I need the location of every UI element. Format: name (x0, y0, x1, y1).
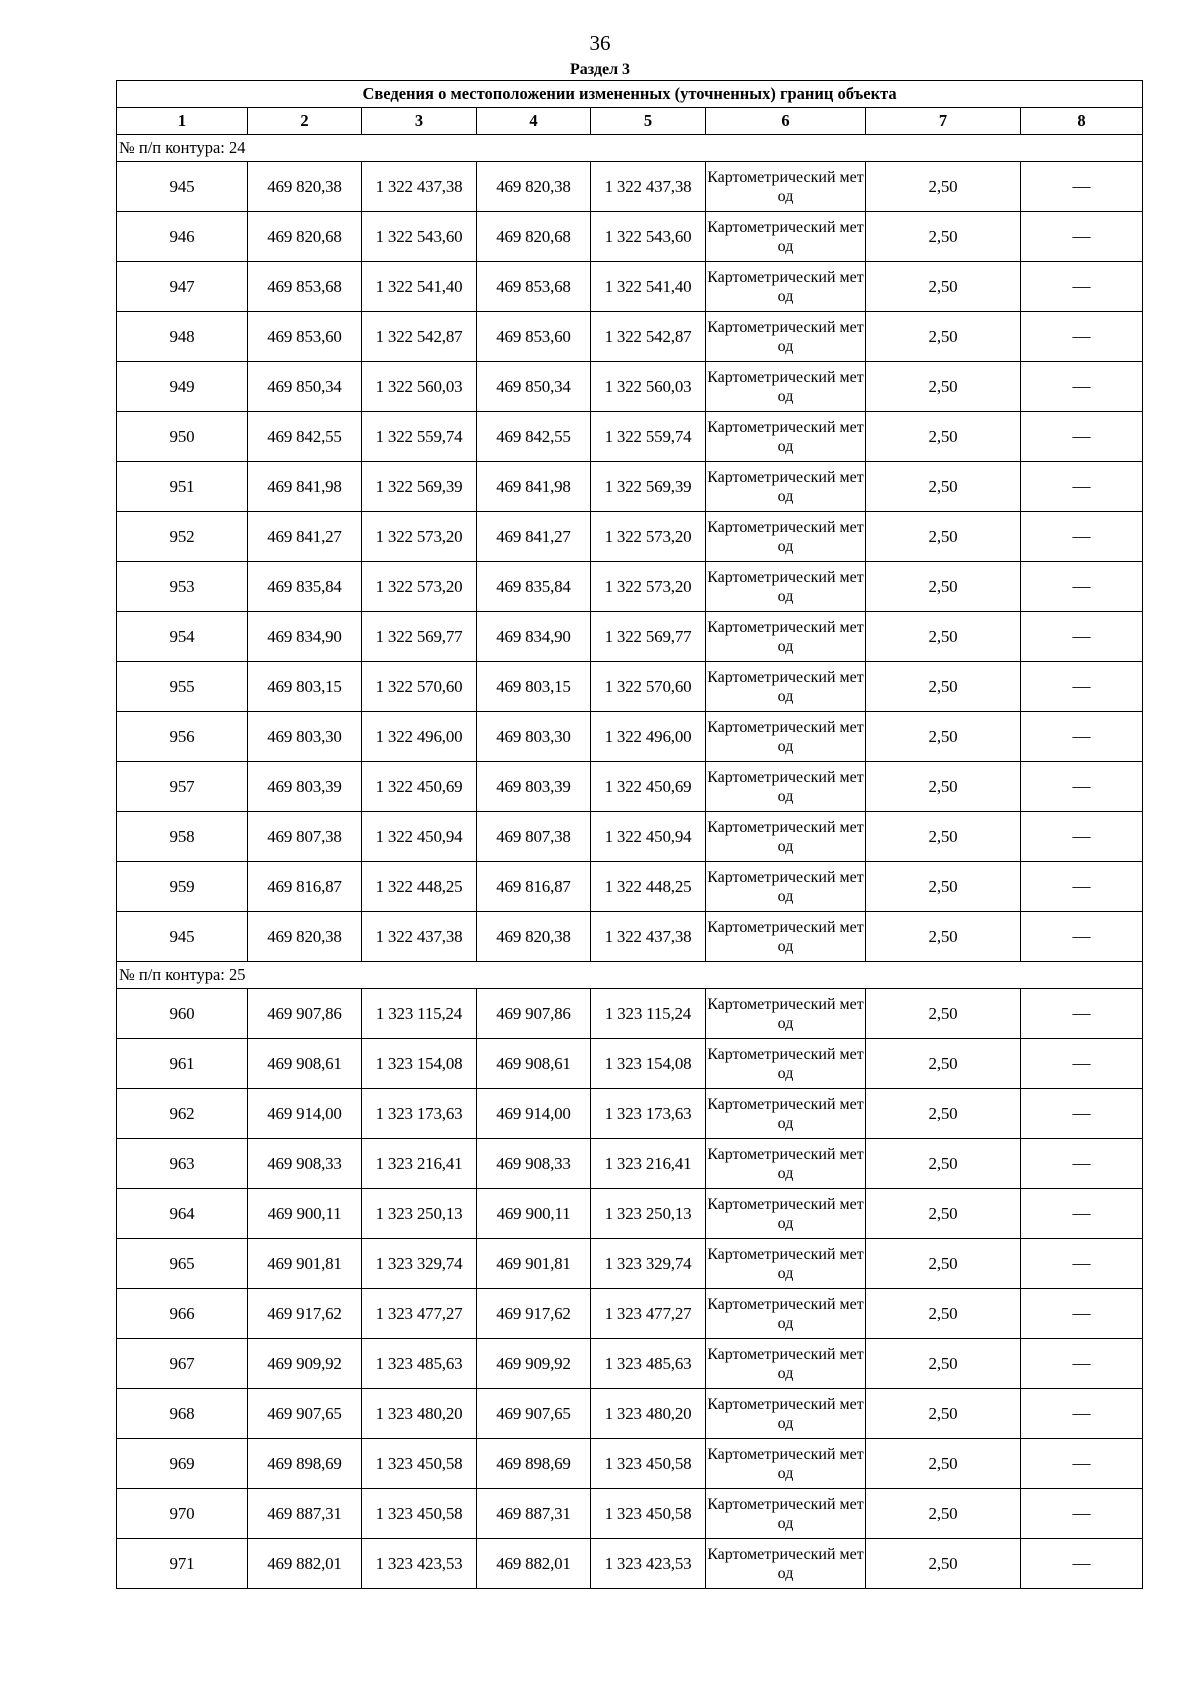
x-coordinate: 469 908,61 (248, 1039, 362, 1089)
description-cell: — (1021, 1439, 1143, 1489)
y-coordinate: 1 323 173,63 (362, 1089, 477, 1139)
point-number: 970 (117, 1489, 248, 1539)
x-coordinate-new: 469 853,60 (477, 312, 591, 362)
x-coordinate: 469 853,68 (248, 262, 362, 312)
y-coordinate-new: 1 323 329,74 (591, 1239, 706, 1289)
y-coordinate: 1 322 573,20 (362, 562, 477, 612)
x-coordinate-new: 469 820,38 (477, 912, 591, 962)
x-coordinate-new: 469 820,38 (477, 162, 591, 212)
description-cell: — (1021, 1139, 1143, 1189)
y-coordinate-new: 1 323 485,63 (591, 1339, 706, 1389)
x-coordinate-new: 469 907,65 (477, 1389, 591, 1439)
column-number: 8 (1021, 108, 1143, 135)
column-number: 6 (706, 108, 866, 135)
x-coordinate: 469 907,65 (248, 1389, 362, 1439)
method-cell: Картометрический метод (706, 162, 866, 212)
point-number: 955 (117, 662, 248, 712)
y-coordinate-new: 1 323 250,13 (591, 1189, 706, 1239)
description-cell: — (1021, 1039, 1143, 1089)
point-number: 971 (117, 1539, 248, 1589)
method-cell: Картометрический метод (706, 912, 866, 962)
x-coordinate: 469 842,55 (248, 412, 362, 462)
method-cell: Картометрический метод (706, 712, 866, 762)
description-cell: — (1021, 212, 1143, 262)
contour-row (117, 135, 1143, 162)
description-cell: — (1021, 562, 1143, 612)
y-coordinate-new: 1 322 437,38 (591, 912, 706, 962)
table-row (117, 1439, 1143, 1489)
y-coordinate-new: 1 323 216,41 (591, 1139, 706, 1189)
method-cell: Картометрический метод (706, 662, 866, 712)
method-cell: Картометрический метод (706, 1239, 866, 1289)
accuracy-cell: 2,50 (866, 312, 1021, 362)
contour-row (117, 962, 1143, 989)
x-coordinate: 469 898,69 (248, 1439, 362, 1489)
point-number: 964 (117, 1189, 248, 1239)
y-coordinate: 1 322 560,03 (362, 362, 477, 412)
accuracy-cell: 2,50 (866, 512, 1021, 562)
x-coordinate-new: 469 850,34 (477, 362, 591, 412)
table-row (117, 812, 1143, 862)
table-row (117, 989, 1143, 1039)
table-caption: Сведения о местоположении измененных (уточненных) границ объекта (117, 81, 1143, 108)
description-cell: — (1021, 1339, 1143, 1389)
method-cell: Картометрический метод (706, 1539, 866, 1589)
y-coordinate: 1 323 477,27 (362, 1289, 477, 1339)
point-number: 945 (117, 162, 248, 212)
page-number: 36 (589, 31, 611, 55)
y-coordinate-new: 1 322 448,25 (591, 862, 706, 912)
accuracy-cell: 2,50 (866, 1339, 1021, 1389)
x-coordinate: 469 887,31 (248, 1489, 362, 1539)
point-number: 958 (117, 812, 248, 862)
x-coordinate-new: 469 803,15 (477, 662, 591, 712)
column-number-row (117, 108, 1143, 135)
point-number: 963 (117, 1139, 248, 1189)
y-coordinate-new: 1 322 560,03 (591, 362, 706, 412)
description-cell: — (1021, 1239, 1143, 1289)
y-coordinate: 1 323 423,53 (362, 1539, 477, 1589)
x-coordinate: 469 803,30 (248, 712, 362, 762)
accuracy-cell: 2,50 (866, 462, 1021, 512)
accuracy-cell: 2,50 (866, 662, 1021, 712)
table-caption-row (117, 81, 1143, 108)
x-coordinate: 469 841,27 (248, 512, 362, 562)
method-cell: Картометрический метод (706, 1439, 866, 1489)
y-coordinate-new: 1 322 569,77 (591, 612, 706, 662)
y-coordinate: 1 322 496,00 (362, 712, 477, 762)
x-coordinate-new: 469 882,01 (477, 1539, 591, 1589)
x-coordinate-new: 469 900,11 (477, 1189, 591, 1239)
point-number: 966 (117, 1289, 248, 1339)
x-coordinate: 469 882,01 (248, 1539, 362, 1589)
x-coordinate: 469 803,39 (248, 762, 362, 812)
point-number: 953 (117, 562, 248, 612)
x-coordinate: 469 835,84 (248, 562, 362, 612)
point-number: 949 (117, 362, 248, 412)
y-coordinate-new: 1 323 450,58 (591, 1439, 706, 1489)
accuracy-cell: 2,50 (866, 712, 1021, 762)
y-coordinate-new: 1 322 437,38 (591, 162, 706, 212)
table-row (117, 712, 1143, 762)
y-coordinate-new: 1 322 573,20 (591, 562, 706, 612)
y-coordinate: 1 322 450,69 (362, 762, 477, 812)
x-coordinate: 469 820,38 (248, 912, 362, 962)
x-coordinate: 469 850,34 (248, 362, 362, 412)
accuracy-cell: 2,50 (866, 162, 1021, 212)
x-coordinate: 469 901,81 (248, 1239, 362, 1289)
table-row (117, 462, 1143, 512)
boundary-coordinates-table (116, 80, 1143, 1589)
description-cell: — (1021, 662, 1143, 712)
y-coordinate-new: 1 322 570,60 (591, 662, 706, 712)
column-number: 4 (477, 108, 591, 135)
x-coordinate: 469 834,90 (248, 612, 362, 662)
method-cell: Картометрический метод (706, 1039, 866, 1089)
y-coordinate-new: 1 322 569,39 (591, 462, 706, 512)
y-coordinate: 1 322 450,94 (362, 812, 477, 862)
y-coordinate-new: 1 323 154,08 (591, 1039, 706, 1089)
method-cell: Картометрический метод (706, 762, 866, 812)
point-number: 946 (117, 212, 248, 262)
method-cell: Картометрический метод (706, 512, 866, 562)
y-coordinate: 1 323 480,20 (362, 1389, 477, 1439)
point-number: 961 (117, 1039, 248, 1089)
description-cell: — (1021, 1089, 1143, 1139)
table-row (117, 912, 1143, 962)
accuracy-cell: 2,50 (866, 989, 1021, 1039)
y-coordinate-new: 1 322 541,40 (591, 262, 706, 312)
y-coordinate: 1 323 115,24 (362, 989, 477, 1039)
table-row (117, 862, 1143, 912)
table-row (117, 612, 1143, 662)
table-row (117, 1389, 1143, 1439)
method-cell: Картометрический метод (706, 362, 866, 412)
y-coordinate: 1 322 437,38 (362, 162, 477, 212)
description-cell: — (1021, 762, 1143, 812)
table-row (117, 562, 1143, 612)
x-coordinate: 469 816,87 (248, 862, 362, 912)
description-cell: — (1021, 362, 1143, 412)
x-coordinate: 469 907,86 (248, 989, 362, 1039)
accuracy-cell: 2,50 (866, 1239, 1021, 1289)
method-cell: Картометрический метод (706, 212, 866, 262)
table-row (117, 762, 1143, 812)
column-number: 3 (362, 108, 477, 135)
table-row (117, 1339, 1143, 1389)
x-coordinate: 469 914,00 (248, 1089, 362, 1139)
x-coordinate: 469 853,60 (248, 312, 362, 362)
x-coordinate-new: 469 842,55 (477, 412, 591, 462)
accuracy-cell: 2,50 (866, 1389, 1021, 1439)
table-row (117, 1039, 1143, 1089)
y-coordinate: 1 323 216,41 (362, 1139, 477, 1189)
method-cell: Картометрический метод (706, 562, 866, 612)
section-title: Раздел 3 (569, 61, 631, 78)
description-cell: — (1021, 1289, 1143, 1339)
table-row (117, 1489, 1143, 1539)
x-coordinate-new: 469 908,61 (477, 1039, 591, 1089)
accuracy-cell: 2,50 (866, 1189, 1021, 1239)
description-cell: — (1021, 912, 1143, 962)
accuracy-cell: 2,50 (866, 862, 1021, 912)
x-coordinate-new: 469 803,39 (477, 762, 591, 812)
table-row (117, 262, 1143, 312)
table-row (117, 1289, 1143, 1339)
x-coordinate-new: 469 917,62 (477, 1289, 591, 1339)
description-cell: — (1021, 312, 1143, 362)
x-coordinate-new: 469 807,38 (477, 812, 591, 862)
y-coordinate-new: 1 322 573,20 (591, 512, 706, 562)
x-coordinate-new: 469 909,92 (477, 1339, 591, 1389)
x-coordinate: 469 900,11 (248, 1189, 362, 1239)
accuracy-cell: 2,50 (866, 1039, 1021, 1089)
table-row (117, 162, 1143, 212)
y-coordinate: 1 322 569,77 (362, 612, 477, 662)
method-cell: Картометрический метод (706, 862, 866, 912)
table-row (117, 412, 1143, 462)
table-row (117, 1089, 1143, 1139)
accuracy-cell: 2,50 (866, 1089, 1021, 1139)
method-cell: Картометрический метод (706, 812, 866, 862)
table-body (117, 81, 1143, 1589)
x-coordinate: 469 807,38 (248, 812, 362, 862)
accuracy-cell: 2,50 (866, 912, 1021, 962)
y-coordinate: 1 323 250,13 (362, 1189, 477, 1239)
y-coordinate: 1 322 448,25 (362, 862, 477, 912)
x-coordinate: 469 820,38 (248, 162, 362, 212)
description-cell: — (1021, 812, 1143, 862)
point-number: 947 (117, 262, 248, 312)
y-coordinate: 1 322 541,40 (362, 262, 477, 312)
x-coordinate: 469 909,92 (248, 1339, 362, 1389)
table-row (117, 1139, 1143, 1189)
point-number: 957 (117, 762, 248, 812)
column-number: 7 (866, 108, 1021, 135)
column-number: 2 (248, 108, 362, 135)
description-cell: — (1021, 1539, 1143, 1589)
method-cell: Картометрический метод (706, 262, 866, 312)
accuracy-cell: 2,50 (866, 262, 1021, 312)
column-number: 1 (117, 108, 248, 135)
point-number: 950 (117, 412, 248, 462)
method-cell: Картометрический метод (706, 1189, 866, 1239)
accuracy-cell: 2,50 (866, 1289, 1021, 1339)
table-row (117, 1539, 1143, 1589)
x-coordinate: 469 917,62 (248, 1289, 362, 1339)
description-cell: — (1021, 412, 1143, 462)
y-coordinate: 1 323 485,63 (362, 1339, 477, 1389)
description-cell: — (1021, 712, 1143, 762)
y-coordinate-new: 1 322 450,94 (591, 812, 706, 862)
point-number: 965 (117, 1239, 248, 1289)
accuracy-cell: 2,50 (866, 1439, 1021, 1489)
accuracy-cell: 2,50 (866, 362, 1021, 412)
y-coordinate-new: 1 322 559,74 (591, 412, 706, 462)
accuracy-cell: 2,50 (866, 412, 1021, 462)
y-coordinate: 1 322 569,39 (362, 462, 477, 512)
table-row (117, 362, 1143, 412)
y-coordinate: 1 322 542,87 (362, 312, 477, 362)
column-number: 5 (591, 108, 706, 135)
y-coordinate: 1 323 450,58 (362, 1439, 477, 1489)
accuracy-cell: 2,50 (866, 1489, 1021, 1539)
x-coordinate-new: 469 887,31 (477, 1489, 591, 1539)
x-coordinate-new: 469 820,68 (477, 212, 591, 262)
x-coordinate: 469 841,98 (248, 462, 362, 512)
y-coordinate-new: 1 322 496,00 (591, 712, 706, 762)
x-coordinate-new: 469 835,84 (477, 562, 591, 612)
description-cell: — (1021, 512, 1143, 562)
accuracy-cell: 2,50 (866, 612, 1021, 662)
method-cell: Картометрический метод (706, 989, 866, 1039)
description-cell: — (1021, 462, 1143, 512)
y-coordinate-new: 1 323 480,20 (591, 1389, 706, 1439)
x-coordinate-new: 469 901,81 (477, 1239, 591, 1289)
contour-label: № п/п контура: 24 (117, 135, 1143, 162)
point-number: 948 (117, 312, 248, 362)
accuracy-cell: 2,50 (866, 812, 1021, 862)
point-number: 969 (117, 1439, 248, 1489)
accuracy-cell: 2,50 (866, 562, 1021, 612)
x-coordinate-new: 469 841,27 (477, 512, 591, 562)
contour-label: № п/п контура: 25 (117, 962, 1143, 989)
x-coordinate: 469 820,68 (248, 212, 362, 262)
accuracy-cell: 2,50 (866, 1539, 1021, 1589)
description-cell: — (1021, 612, 1143, 662)
x-coordinate-new: 469 803,30 (477, 712, 591, 762)
table-row (117, 662, 1143, 712)
accuracy-cell: 2,50 (866, 762, 1021, 812)
method-cell: Картометрический метод (706, 412, 866, 462)
y-coordinate: 1 322 437,38 (362, 912, 477, 962)
point-number: 968 (117, 1389, 248, 1439)
description-cell: — (1021, 1189, 1143, 1239)
table-row (117, 512, 1143, 562)
x-coordinate-new: 469 834,90 (477, 612, 591, 662)
table-row (117, 1189, 1143, 1239)
table-row (117, 312, 1143, 362)
description-cell: — (1021, 162, 1143, 212)
x-coordinate-new: 469 853,68 (477, 262, 591, 312)
x-coordinate-new: 469 914,00 (477, 1089, 591, 1139)
method-cell: Картометрический метод (706, 1289, 866, 1339)
method-cell: Картометрический метод (706, 1339, 866, 1389)
y-coordinate: 1 322 573,20 (362, 512, 477, 562)
point-number: 945 (117, 912, 248, 962)
x-coordinate-new: 469 907,86 (477, 989, 591, 1039)
description-cell: — (1021, 1389, 1143, 1439)
y-coordinate: 1 323 329,74 (362, 1239, 477, 1289)
y-coordinate-new: 1 323 173,63 (591, 1089, 706, 1139)
accuracy-cell: 2,50 (866, 1139, 1021, 1189)
method-cell: Картометрический метод (706, 1489, 866, 1539)
point-number: 959 (117, 862, 248, 912)
description-cell: — (1021, 262, 1143, 312)
table-row (117, 1239, 1143, 1289)
method-cell: Картометрический метод (706, 612, 866, 662)
method-cell: Картометрический метод (706, 312, 866, 362)
method-cell: Картометрический метод (706, 1139, 866, 1189)
point-number: 956 (117, 712, 248, 762)
y-coordinate-new: 1 322 542,87 (591, 312, 706, 362)
y-coordinate-new: 1 323 450,58 (591, 1489, 706, 1539)
y-coordinate-new: 1 322 450,69 (591, 762, 706, 812)
x-coordinate-new: 469 841,98 (477, 462, 591, 512)
y-coordinate: 1 322 570,60 (362, 662, 477, 712)
y-coordinate: 1 323 154,08 (362, 1039, 477, 1089)
table-row (117, 212, 1143, 262)
description-cell: — (1021, 1489, 1143, 1539)
point-number: 962 (117, 1089, 248, 1139)
y-coordinate-new: 1 323 423,53 (591, 1539, 706, 1589)
point-number: 960 (117, 989, 248, 1039)
description-cell: — (1021, 862, 1143, 912)
y-coordinate: 1 323 450,58 (362, 1489, 477, 1539)
y-coordinate: 1 322 543,60 (362, 212, 477, 262)
x-coordinate-new: 469 816,87 (477, 862, 591, 912)
accuracy-cell: 2,50 (866, 212, 1021, 262)
y-coordinate: 1 322 559,74 (362, 412, 477, 462)
x-coordinate-new: 469 908,33 (477, 1139, 591, 1189)
point-number: 951 (117, 462, 248, 512)
description-cell: — (1021, 989, 1143, 1039)
x-coordinate: 469 908,33 (248, 1139, 362, 1189)
method-cell: Картометрический метод (706, 1389, 866, 1439)
point-number: 954 (117, 612, 248, 662)
x-coordinate: 469 803,15 (248, 662, 362, 712)
y-coordinate-new: 1 323 477,27 (591, 1289, 706, 1339)
y-coordinate-new: 1 322 543,60 (591, 212, 706, 262)
method-cell: Картометрический метод (706, 1089, 866, 1139)
point-number: 967 (117, 1339, 248, 1389)
y-coordinate-new: 1 323 115,24 (591, 989, 706, 1039)
point-number: 952 (117, 512, 248, 562)
method-cell: Картометрический метод (706, 462, 866, 512)
x-coordinate-new: 469 898,69 (477, 1439, 591, 1489)
